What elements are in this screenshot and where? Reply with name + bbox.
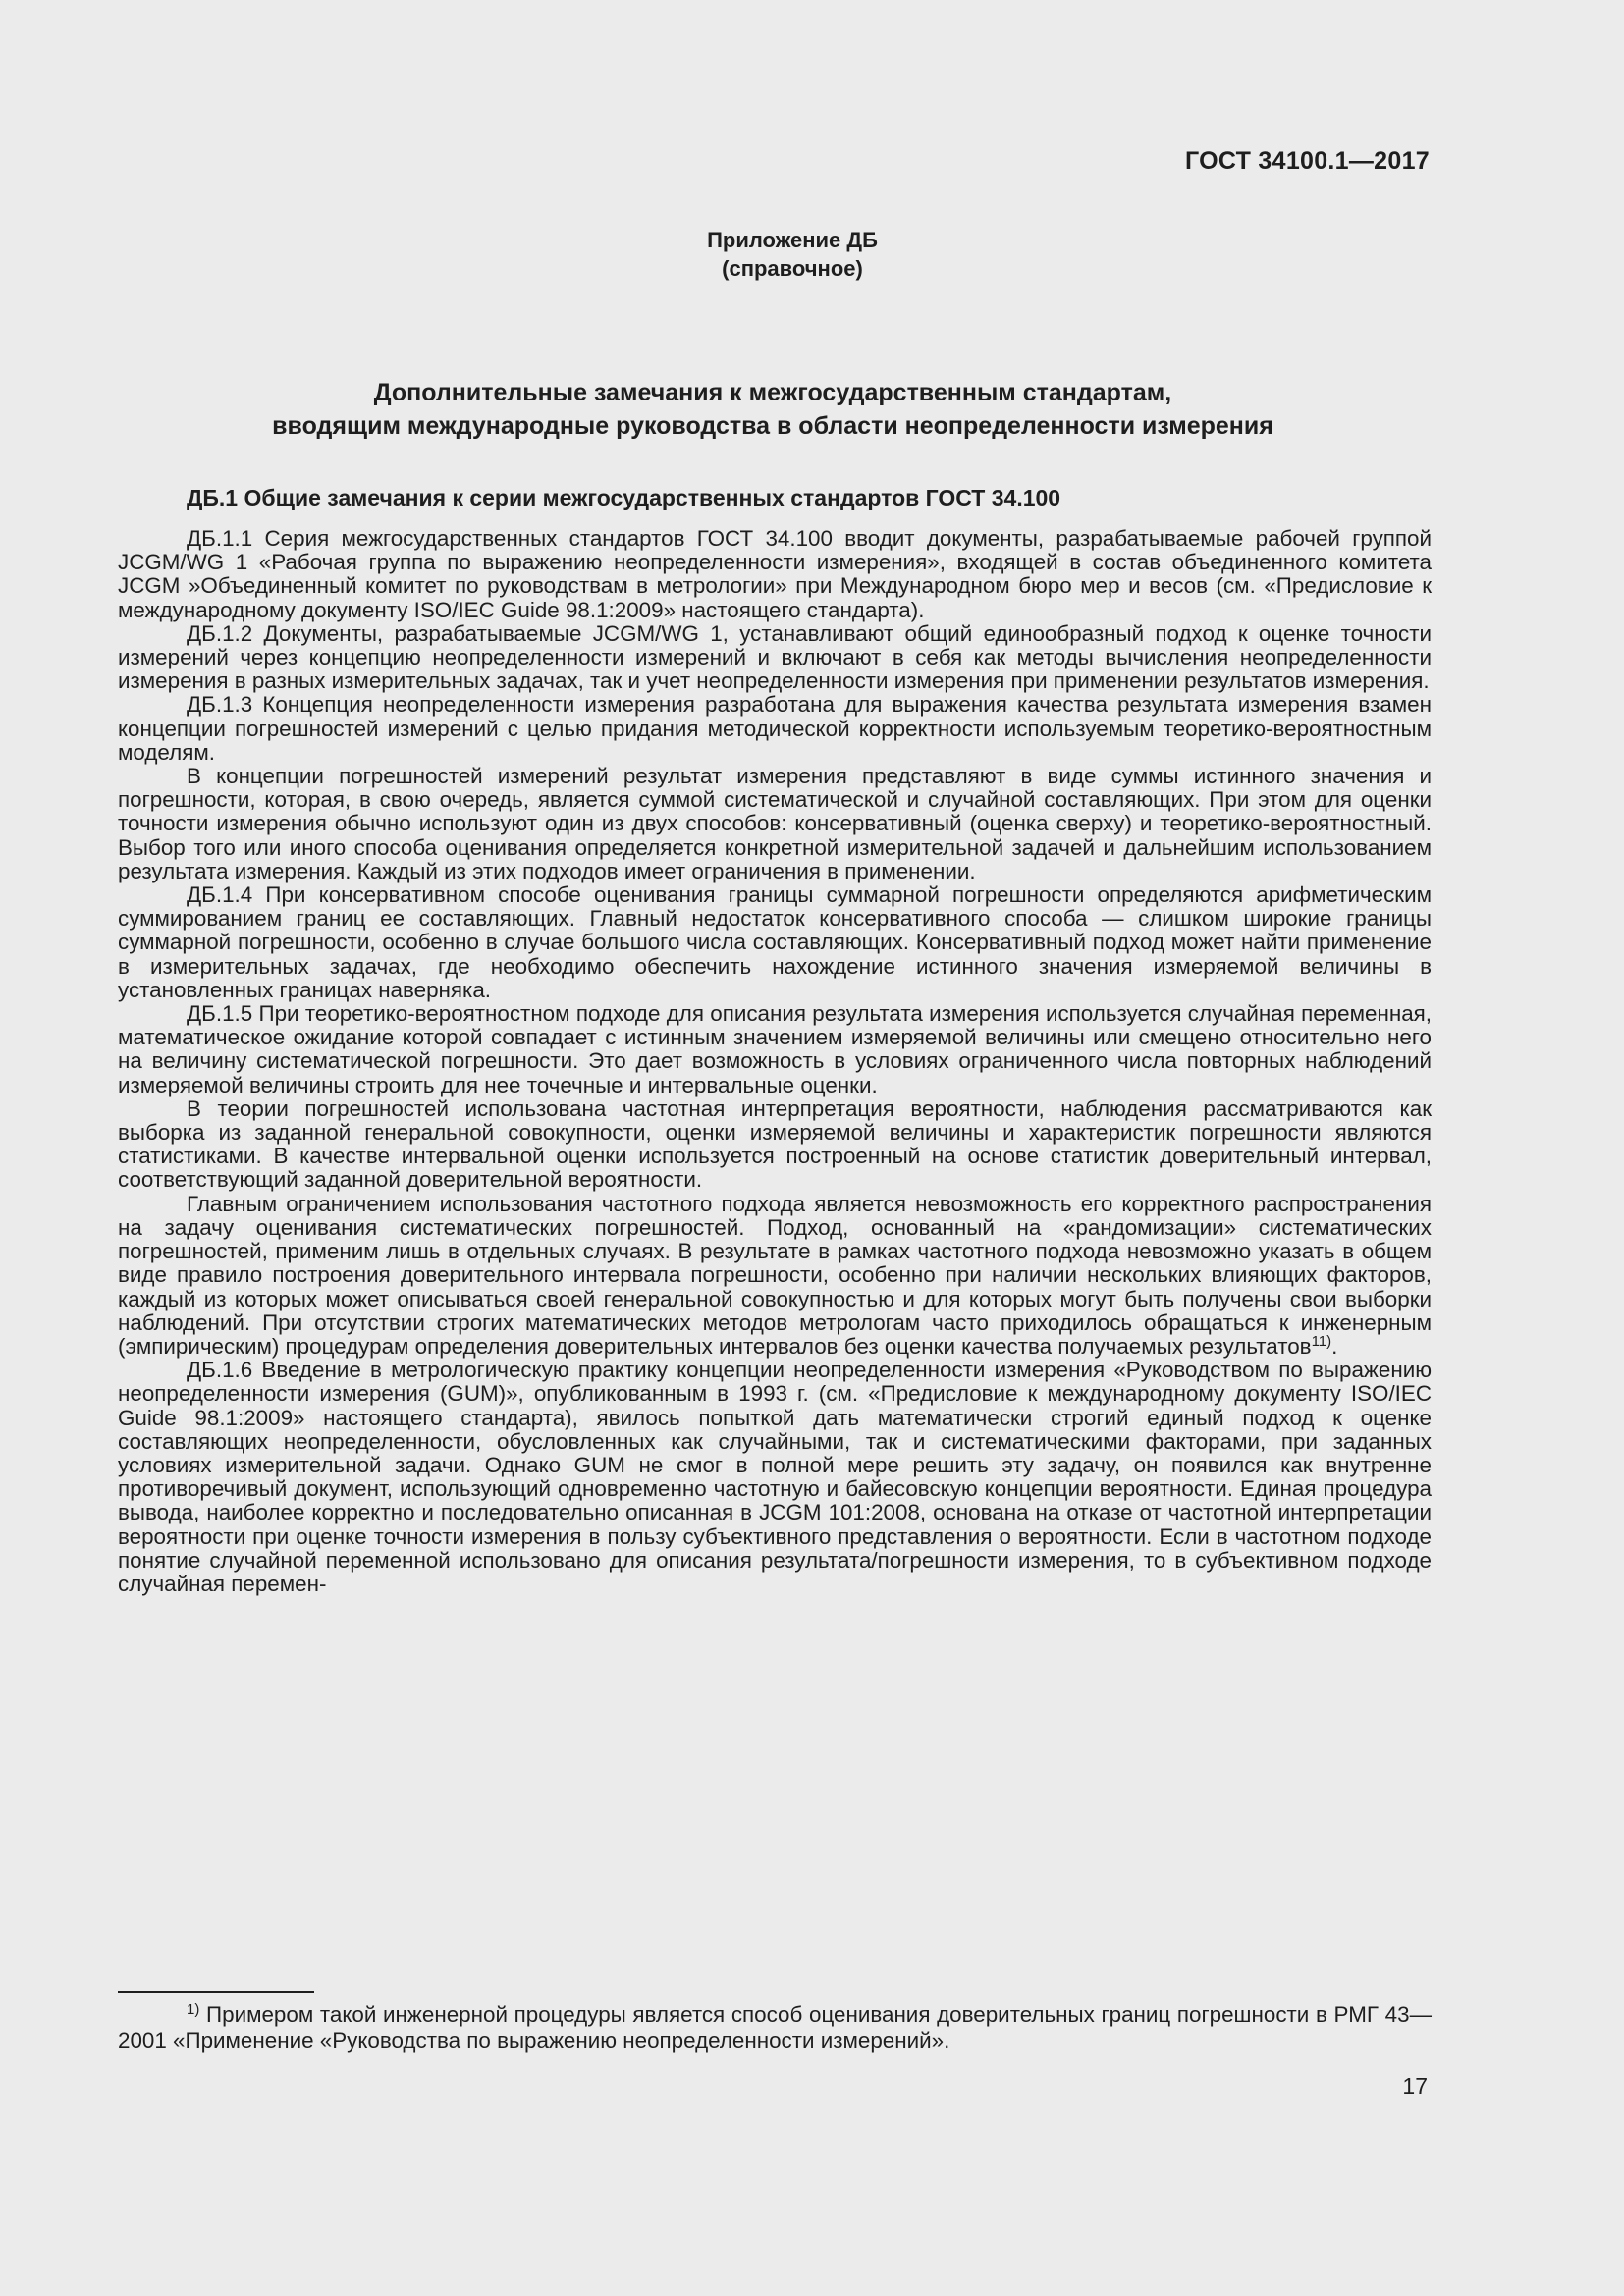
paragraph: В концепции погрешностей измерений результат измерения представляют в виде суммы истинного значения и погрешности, которая, в свою очередь, является суммой систематической и случайной составляющих. При этом для оценки точности измерения обычно используют один из двух способов: консервативный (оценка сверху) и теоретико-вероятностный. Выбор того или иного способа оценивания определяется конкретной измерительной задачей и дальнейшим использованием результата измерения. Каждый из этих подходов имеет ограничения в применении.	[118, 764, 1432, 883]
footnote-text: Примером такой инженерной процедуры является способ оценивания доверительных границ погрешности в РМГ 43—2001 «Применение «Руководства по выражению неопределенности измерений».	[118, 2002, 1432, 2053]
document-title-line-2: вводящим международные руководства в области неопределенности измерения	[272, 412, 1273, 440]
paragraph: ДБ.1.4 При консервативном способе оценивания границы суммарной погрешности определяются арифметическим суммированием границ ее составляющих. Главный недостаток консервативного способа — слишком широкие границы суммарной погрешности, особенно в случае большого числа составляющих. Консервативный подход может найти применение в измерительных задачах, где необходимо обеспечить нахождение истинного значения измеряемой величины в установленных границах наверняка.	[118, 882, 1432, 1002]
document-title-line-1: Дополнительные замечания к межгосударственным стандартам,	[373, 379, 1172, 406]
paragraph-with-footnote	[118, 1193, 1432, 1359]
paragraph: ДБ.1.5 При теоретико-вероятностном подходе для описания результата измерения используется случайная переменная, математическое ожидание которой совпадает с истинным значением измеряемой величины или смещено относительно него на величину систематической погрешности. Это дает возможность в условиях ограниченного числа повторных наблюдений измеряемой величины строить для нее точечные и интервальные оценки.	[118, 1001, 1432, 1097]
section-body	[118, 527, 1432, 1596]
appendix-label	[0, 226, 1585, 283]
paragraph: ДБ.1.3 Концепция неопределенности измерения разработана для выражения качества результата измерения взамен концепции погрешностей измерений с целью придания методической корректности используемым теоретико-вероятностным моделям.	[118, 692, 1432, 765]
paragraph-end: .	[1331, 1333, 1338, 1359]
appendix-subtitle: (справочное)	[722, 256, 863, 281]
appendix-title: Приложение ДБ	[707, 228, 878, 252]
standard-number-header: ГОСТ 34100.1—2017	[1184, 147, 1430, 175]
footnote-reference: 11)	[1311, 1332, 1332, 1350]
paragraph-text: Главным ограничением использования частотного подхода является невозможность его корректного распространения на задачу оценивания систематических погрешностей. Подход, основанный на «рандомизации» систематических погрешностей, применим лишь в отдельных случаях. В результате в рамках частотного подхода невозможно указать в общем виде правило построения доверительного интервала погрешности, особенно при наличии нескольких влияющих факторов, каждый из которых может описываться своей генеральной совокупностью и для которых могут быть получены свои выборки наблюдений. При отсутствии строгих математических методов метрологам часто приходилось обращаться к инженерным (эмпирическим) процедурам определения доверительных интервалов без оценки качества получаемых результатов	[118, 1191, 1432, 1359]
footnote-paragraph	[118, 2002, 1432, 2054]
paragraph: ДБ.1.2 Документы, разрабатываемые JCGM/WG 1, устанавливают общий единообразный подход к оценке точности измерений через концепцию неопределенности измерений и включают в себя как методы вычисления неопределенности измерения в разных измерительных задачах, так и учет неопределенности измерения при применении результатов измерения.	[118, 620, 1432, 694]
paragraph: В теории погрешностей использована частотная интерпретация вероятности, наблюдения рассматриваются как выборка из заданной генеральной совокупности, оценки измеряемой величины и характеристик погрешности являются статистиками. В качестве интервальной оценки используется построенный на основе статистик доверительный интервал, соответствующий заданной доверительной вероятности.	[118, 1095, 1432, 1193]
section-heading: ДБ.1 Общие замечания к серии межгосударственных стандартов ГОСТ 34.100	[187, 485, 1061, 510]
page-number: 17	[1402, 2073, 1428, 2099]
paragraph: ДБ.1.6 Введение в метрологическую практику концепции неопределенности измерения «Руководством по выражению неопределенности измерения (GUM)», опубликованным в 1993 г. (см. «Предисловие к международному документу ISO/IEC Guide 98.1:2009» настоящего стандарта), явилось попыткой дать математически строгий единый подход к оценке составляющих неопределенности, обусловленных как случайными, так и систематическими факторами, при заданных условиях измерительной задачи. Однако GUM не смог в полной мере решить эту задачу, он появился как внутренне противоречивый документ, использующий одновременно частотную и байесовскую концепции вероятности. Единая процедура вывода, наиболее корректно и последовательно описанная в JCGM 101:2008, основана на отказе от частотной интерпретации вероятности при оценке точности измерения в пользу субъективного представления о вероятности. Если в частотном подходе понятие случайной переменной использовано для описания результата/погрешности измерения, то в субъективном подходе случайная перемен-	[118, 1358, 1432, 1596]
footnote	[118, 2002, 1432, 2054]
footnote-marker: 1)	[187, 2002, 200, 2018]
paragraph: ДБ.1.1 Серия межгосударственных стандартов ГОСТ 34.100 вводит документы, разрабатываемые рабочей группой JCGM/WG 1 «Рабочая группа по выражению неопределенности измерения», входящей в состав объединенного комитета JCGM »Объединенный комитет по руководствам в метрологии» при Международном бюро мер и весов (см. «Предисловие к международному документу ISO/IEC Guide 98.1:2009» настоящего стандарта).	[118, 526, 1432, 622]
footnote-separator	[118, 1991, 314, 1993]
document-title	[0, 376, 1545, 443]
